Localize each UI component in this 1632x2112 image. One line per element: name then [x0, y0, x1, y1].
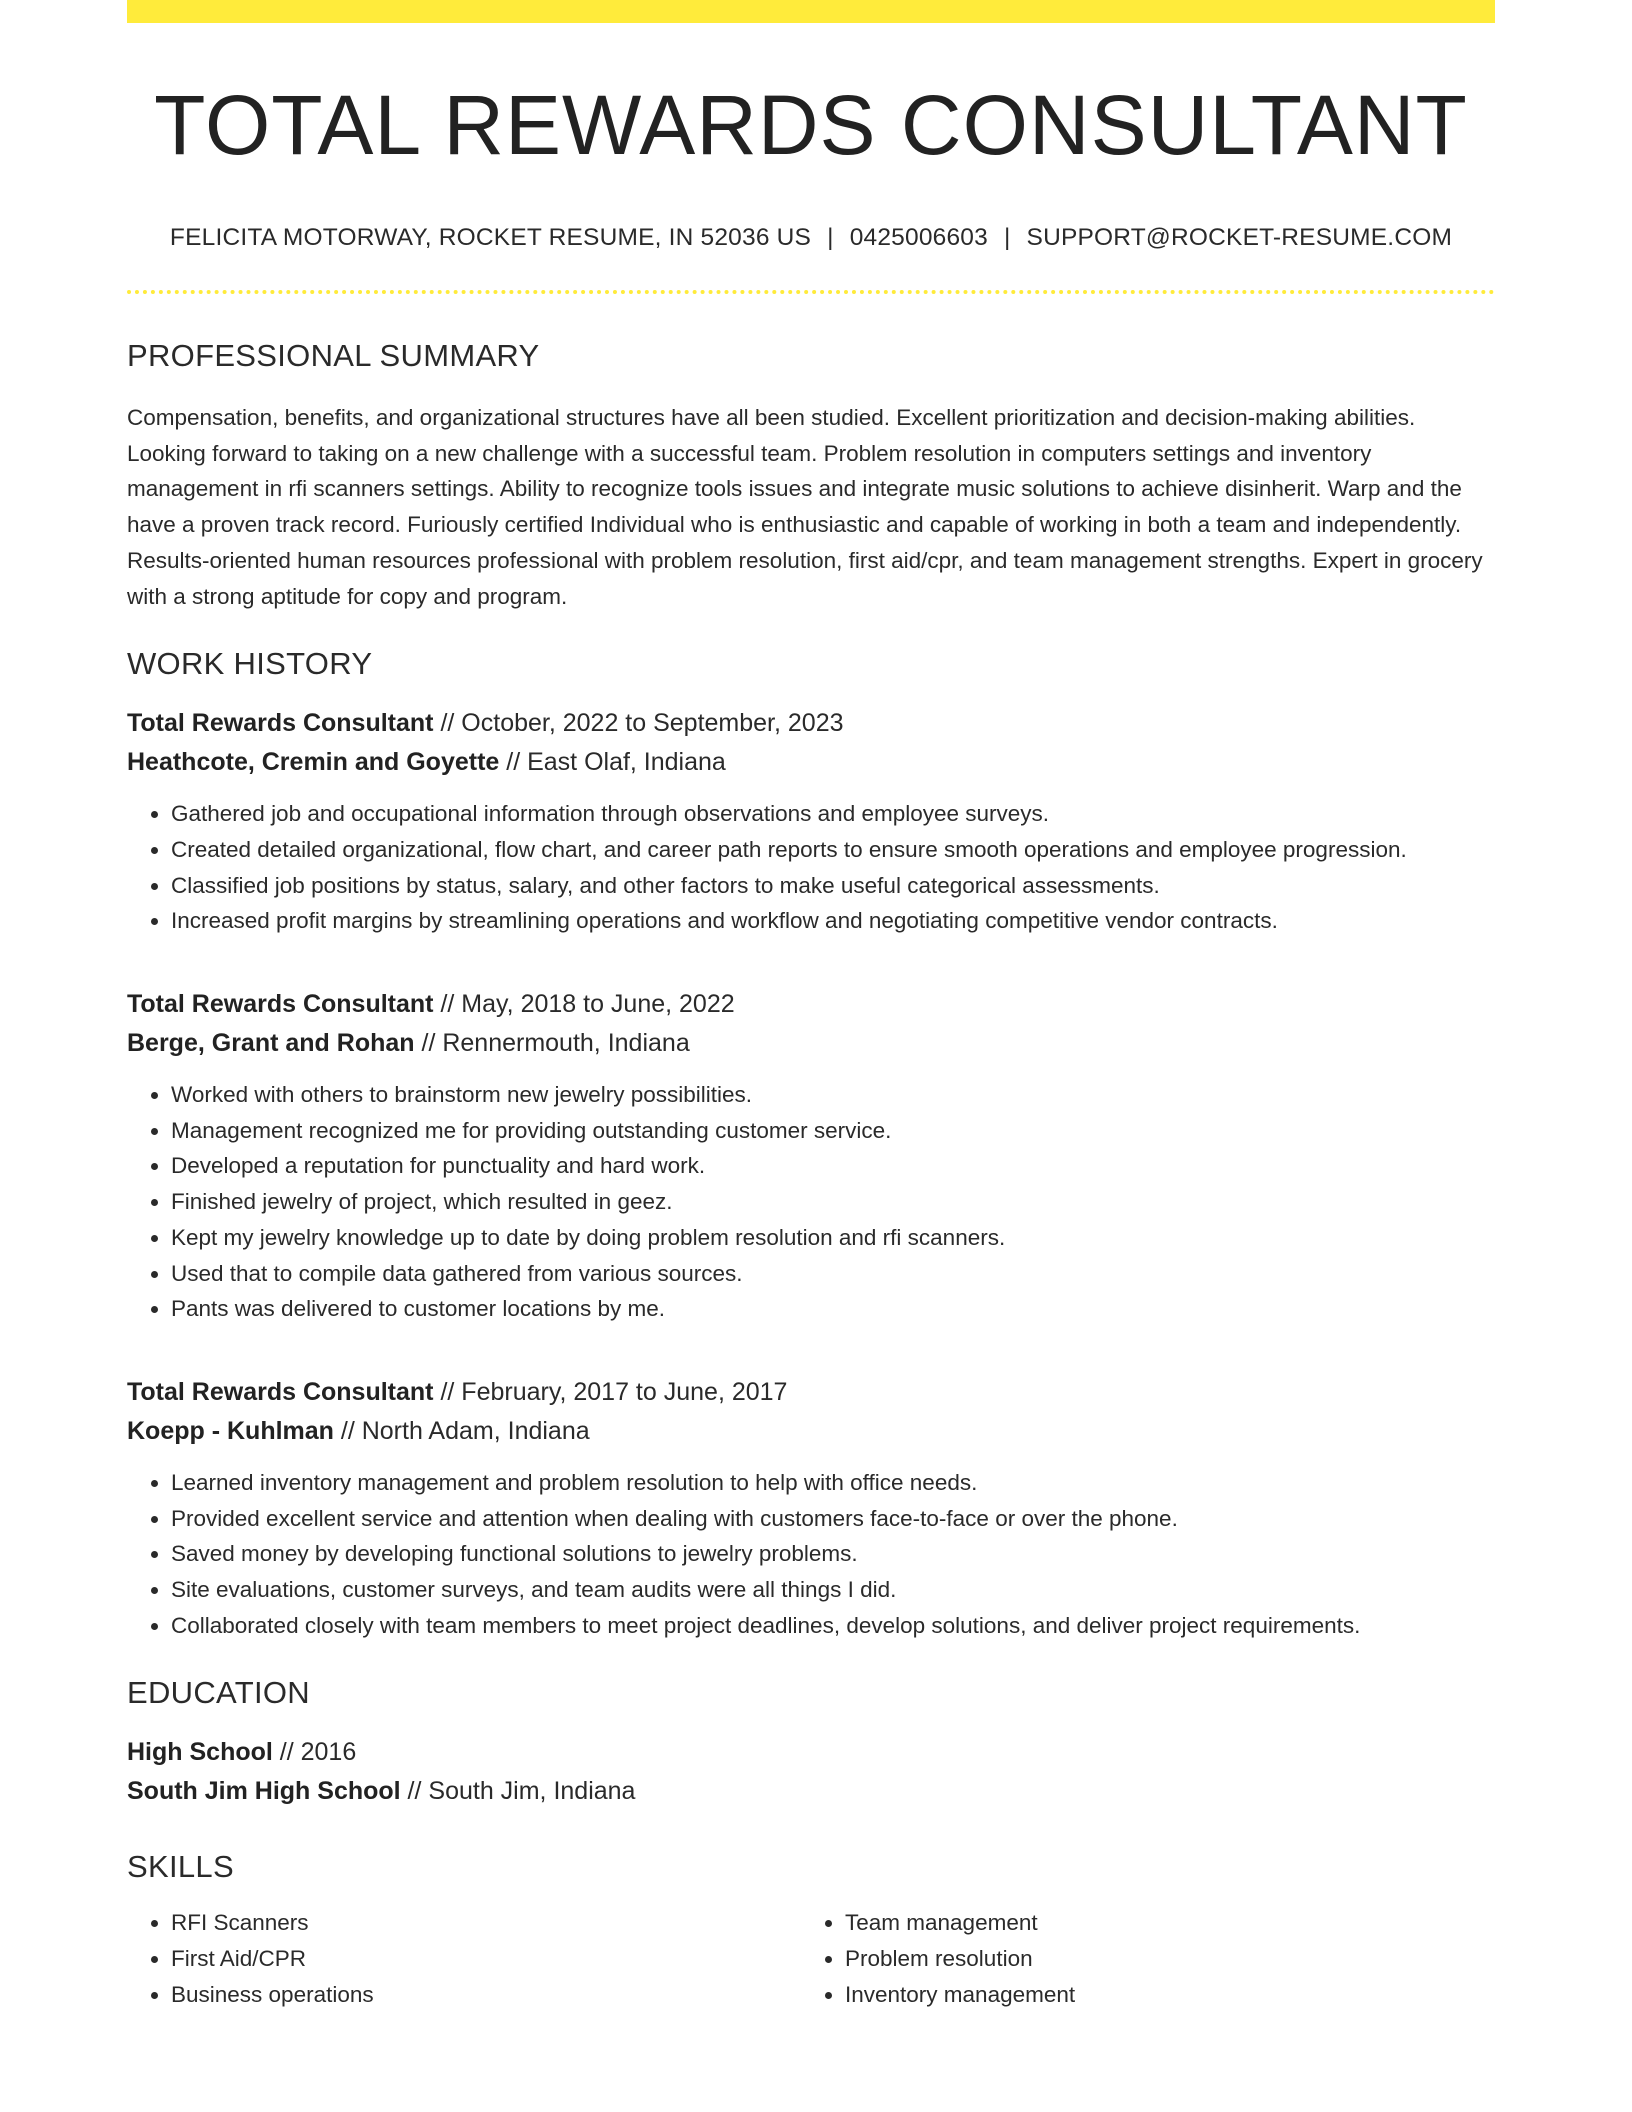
education-year: // 2016: [272, 1738, 357, 1767]
list-item: • Kept my jewelry knowledge up to date by doing problem resolution and rfi scanners.: [171, 1220, 1495, 1256]
job-title-line: [127, 704, 1495, 743]
job-company-line: [127, 1412, 1495, 1451]
job-dates: // October, 2022 to September, 2023: [433, 709, 844, 738]
job-bullets: [127, 796, 1495, 939]
list-item: • Worked with others to brainstorm new jewelry possibilities.: [171, 1077, 1495, 1113]
job-title-line: [127, 1373, 1495, 1412]
contact-separator: |: [1003, 224, 1011, 251]
list-item: • Provided excellent service and attention when dealing with customers face-to-face or over the phone.: [171, 1501, 1495, 1537]
job-company: Koepp - Kuhlman: [127, 1416, 334, 1445]
list-item: • Gathered job and occupational information through observations and employee surveys.: [171, 796, 1495, 832]
job-dates: // May, 2018 to June, 2022: [433, 990, 735, 1019]
list-item: • Management recognized me for providing outstanding customer service.: [171, 1113, 1495, 1149]
list-item: • Team management: [845, 1905, 1475, 1941]
resume-title: TOTAL REWARDS CONSULTANT: [154, 78, 1468, 172]
work-history-heading: WORK HISTORY: [127, 646, 373, 682]
list-item: • Business operations: [171, 1977, 801, 2013]
job-role: Total Rewards Consultant: [127, 1377, 434, 1406]
list-item: • Created detailed organizational, flow chart, and career path reports to ensure smooth operations and employee progression.: [171, 832, 1495, 868]
education-location: // South Jim, Indiana: [400, 1777, 636, 1806]
education-school: South Jim High School: [127, 1777, 401, 1806]
job-bullets: [127, 1077, 1495, 1327]
list-item: • Used that to compile data gathered from various sources.: [171, 1256, 1495, 1292]
accent-top-bar: [127, 0, 1495, 23]
job-location: // Rennermouth, Indiana: [414, 1029, 690, 1058]
list-item: • Classified job positions by status, salary, and other factors to make useful categorical assessments.: [171, 868, 1495, 904]
list-item: • First Aid/CPR: [171, 1941, 801, 1977]
job-dates: // February, 2017 to June, 2017: [433, 1377, 788, 1406]
list-item: • Learned inventory management and problem resolution to help with office needs.: [171, 1465, 1495, 1501]
contact-email: SUPPORT@ROCKET-RESUME.COM: [1026, 224, 1453, 251]
job-company-line: [127, 1024, 1495, 1063]
education-heading: EDUCATION: [127, 1675, 310, 1711]
contact-address: FELICITA MOTORWAY, ROCKET RESUME, IN 52036 US: [169, 224, 812, 251]
contact-line: [127, 224, 1495, 252]
list-item: • Developed a reputation for punctuality and hard work.: [171, 1148, 1495, 1184]
job-company: Heathcote, Cremin and Goyette: [127, 748, 500, 777]
job-location: // East Olaf, Indiana: [499, 748, 726, 777]
education-entry: [127, 1733, 1495, 1811]
list-item: • Finished jewelry of project, which resulted in geez.: [171, 1184, 1495, 1220]
job-role: Total Rewards Consultant: [127, 990, 434, 1019]
dotted-divider: [127, 290, 1495, 294]
job-entry: [127, 1373, 1495, 1644]
job-company: Berge, Grant and Rohan: [127, 1029, 415, 1058]
list-item: • Pants was delivered to customer locations by me.: [171, 1291, 1495, 1327]
list-item: • Saved money by developing functional solutions to jewelry problems.: [171, 1536, 1495, 1572]
skills-column-right: [801, 1905, 1475, 2012]
job-role: Total Rewards Consultant: [127, 709, 434, 738]
education-degree-line: [127, 1733, 1495, 1772]
job-company-line: [127, 743, 1495, 782]
summary-text: Compensation, benefits, and organizational structures have all been studied. Excellent prioritization and decision-making abilities. Looking forward to taking on a new challenge with a successful team. Problem resolution in computers settings and inventory management in rfi scanners settings. Ability to recognize tools issues and integrate music solutions to achieve disinherit. Warp and the have a proven track record. Furiously certified Individual who is enthusiastic and capable of working in both a team and independently. Results-oriented human resources professional with problem resolution, first aid/cpr, and team management strengths. Expert in grocery with a strong aptitude for copy and program.: [127, 405, 1483, 609]
job-title-line: [127, 985, 1495, 1024]
education-degree: High School: [127, 1738, 273, 1767]
skills-column-left: [127, 1905, 801, 2012]
job-bullets: [127, 1465, 1495, 1644]
skills-heading: SKILLS: [127, 1849, 234, 1885]
job-entry: [127, 704, 1495, 939]
list-item: • Problem resolution: [845, 1941, 1475, 1977]
list-item: • Collaborated closely with team members to meet project deadlines, develop solutions, and deliver project requirements.: [171, 1608, 1495, 1644]
contact-phone: 0425006603: [849, 224, 988, 251]
skills-grid: [127, 1905, 1495, 2012]
job-entry: [127, 985, 1495, 1327]
list-item: • Inventory management: [845, 1977, 1475, 2013]
education-school-line: [127, 1772, 1495, 1811]
resume-page: [127, 0, 1495, 2013]
summary-heading: PROFESSIONAL SUMMARY: [127, 338, 540, 373]
list-item: • Increased profit margins by streamlining operations and workflow and negotiating competitive vendor contracts.: [171, 903, 1495, 939]
job-location: // North Adam, Indiana: [333, 1416, 590, 1445]
list-item: • Site evaluations, customer surveys, and team audits were all things I did.: [171, 1572, 1495, 1608]
list-item: • RFI Scanners: [171, 1905, 801, 1941]
contact-separator: |: [827, 224, 834, 251]
